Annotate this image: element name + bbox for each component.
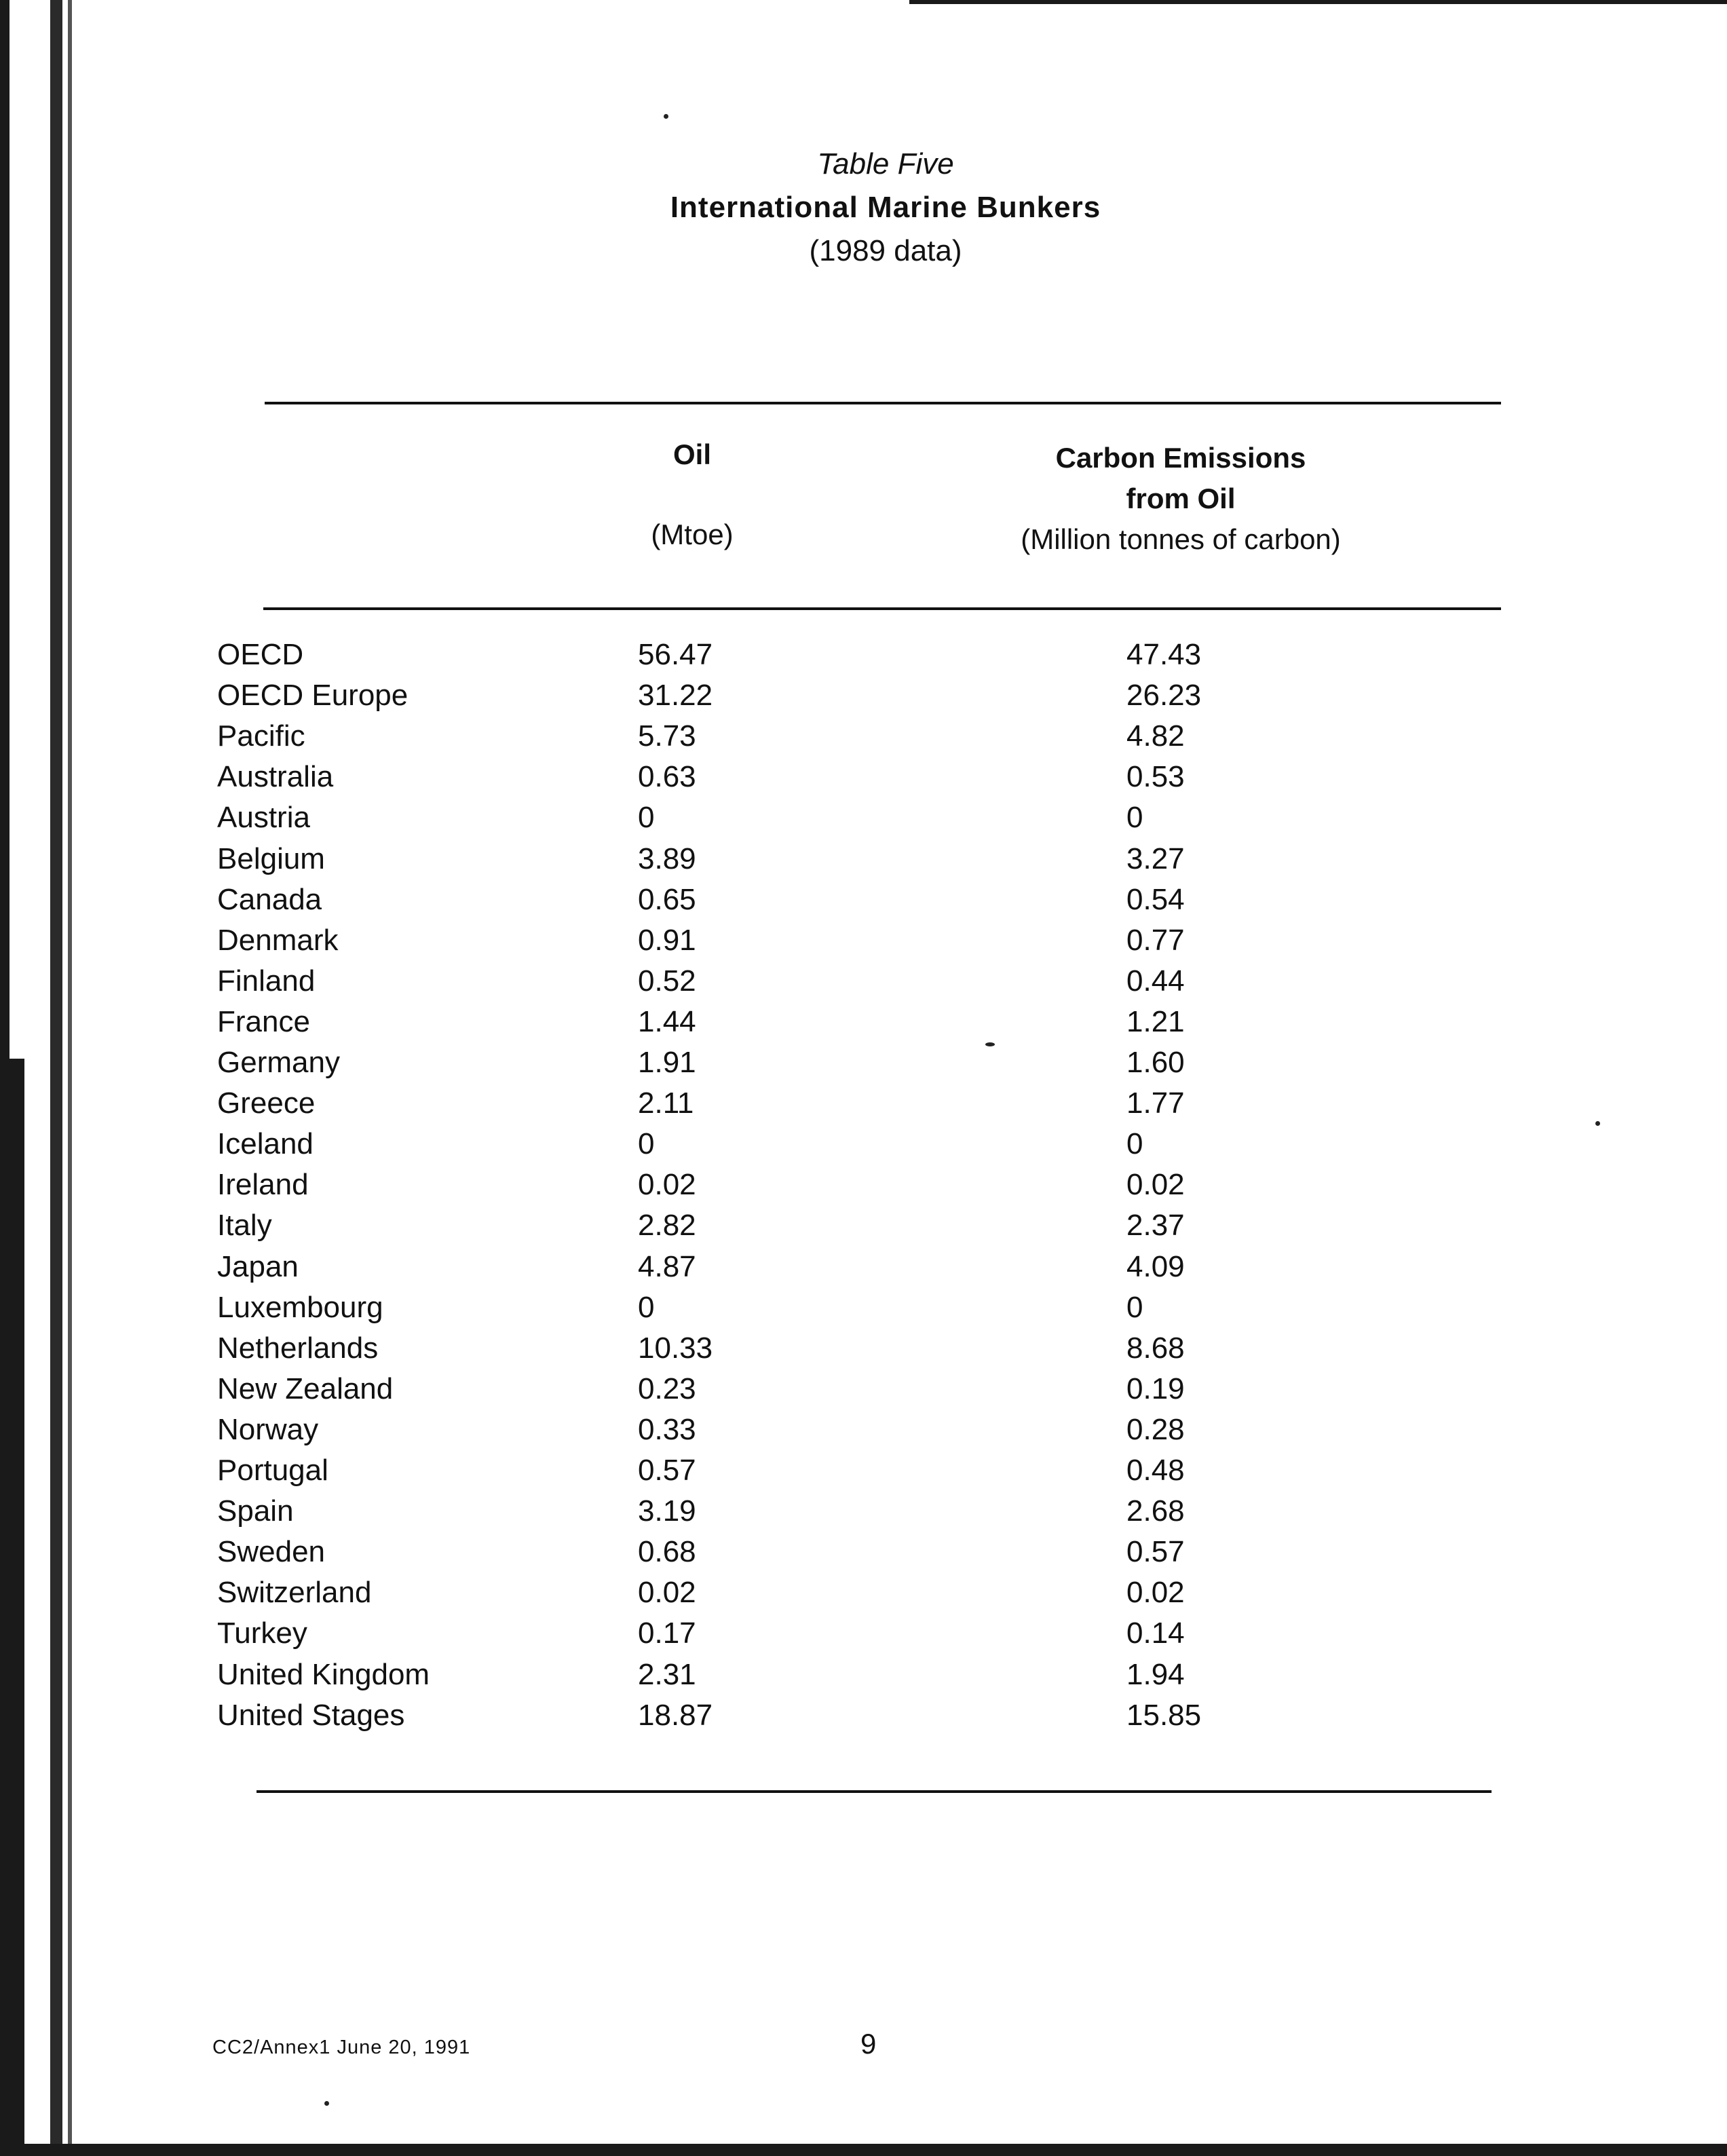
scan-speck xyxy=(1595,1121,1600,1126)
row-label: Norway xyxy=(217,1413,319,1446)
carbon-value: 47.43 xyxy=(1126,638,1202,671)
row-label: Italy xyxy=(217,1209,272,1242)
table-row xyxy=(0,760,1727,801)
oil-value: 0.57 xyxy=(638,1454,696,1487)
row-label: Sweden xyxy=(217,1535,326,1568)
table-row xyxy=(0,1168,1727,1209)
oil-value: 0.23 xyxy=(638,1372,696,1405)
row-label: OECD xyxy=(217,638,304,671)
carbon-value: 8.68 xyxy=(1126,1331,1185,1365)
table-row xyxy=(0,1494,1727,1535)
table-row xyxy=(0,1413,1727,1454)
carbon-value: 0.14 xyxy=(1126,1616,1185,1650)
scan-speck xyxy=(985,1042,995,1046)
table-row xyxy=(0,1576,1727,1616)
carbon-value: 26.23 xyxy=(1126,679,1202,712)
carbon-value: 1.94 xyxy=(1126,1658,1185,1691)
carbon-value: 0.19 xyxy=(1126,1372,1185,1405)
row-label: Pacific xyxy=(217,719,305,753)
row-label: Spain xyxy=(217,1494,294,1528)
carbon-value: 0.02 xyxy=(1126,1168,1185,1201)
oil-value: 0.65 xyxy=(638,883,696,916)
carbon-value: 0 xyxy=(1126,801,1143,834)
oil-value: 3.89 xyxy=(638,842,696,875)
oil-value: 3.19 xyxy=(638,1494,696,1528)
table-row xyxy=(0,924,1727,964)
row-label: Japan xyxy=(217,1250,299,1283)
table-subtitle: (1989 data) xyxy=(809,234,962,267)
row-label: Portugal xyxy=(217,1454,328,1487)
oil-value: 0 xyxy=(638,1127,655,1160)
carbon-column-header xyxy=(964,438,1398,560)
row-label: Netherlands xyxy=(217,1331,379,1365)
table-row xyxy=(0,1005,1727,1046)
carbon-value: 0.28 xyxy=(1126,1413,1185,1446)
carbon-value: 15.85 xyxy=(1126,1699,1202,1732)
row-label: Turkey xyxy=(217,1616,307,1650)
oil-value: 0.68 xyxy=(638,1535,696,1568)
oil-value: 0.63 xyxy=(638,760,696,793)
carbon-value: 1.60 xyxy=(1126,1046,1185,1079)
table-row xyxy=(0,1127,1727,1168)
table-row xyxy=(0,964,1727,1005)
oil-value: 2.31 xyxy=(638,1658,696,1691)
oil-value: 5.73 xyxy=(638,719,696,753)
table-row xyxy=(0,842,1727,883)
table-title-block xyxy=(0,143,1727,273)
table-bottom-rule xyxy=(257,1790,1492,1793)
table-top-rule xyxy=(265,402,1501,404)
page-number: 9 xyxy=(860,2028,877,2060)
oil-value: 0.52 xyxy=(638,964,696,998)
table-row xyxy=(0,1658,1727,1699)
oil-value: 2.82 xyxy=(638,1209,696,1242)
carbon-value: 2.37 xyxy=(1126,1209,1185,1242)
row-label: Greece xyxy=(217,1086,316,1120)
carbon-value: 2.68 xyxy=(1126,1494,1185,1528)
row-label: Finland xyxy=(217,964,316,998)
carbon-value: 0.57 xyxy=(1126,1535,1185,1568)
carbon-value: 0.77 xyxy=(1126,924,1185,957)
oil-value: 10.33 xyxy=(638,1331,713,1365)
row-label: New Zealand xyxy=(217,1372,394,1405)
carbon-column-title-line2: from Oil xyxy=(1126,483,1236,514)
scan-edge-bottom xyxy=(0,2144,1727,2156)
oil-value: 1.44 xyxy=(638,1005,696,1038)
scan-edge-top xyxy=(909,0,1727,4)
table-header-rule xyxy=(263,607,1501,610)
table-row xyxy=(0,1372,1727,1413)
row-label: Iceland xyxy=(217,1127,314,1160)
oil-value: 0 xyxy=(638,801,655,834)
carbon-value: 4.82 xyxy=(1126,719,1185,753)
table-row xyxy=(0,719,1727,760)
carbon-value: 0 xyxy=(1126,1127,1143,1160)
oil-value: 0.91 xyxy=(638,924,696,957)
row-label: United Stages xyxy=(217,1699,405,1732)
scan-speck xyxy=(324,2101,329,2106)
carbon-column-title: Carbon Emissions xyxy=(1055,442,1306,474)
scan-speck xyxy=(664,114,668,119)
oil-value: 4.87 xyxy=(638,1250,696,1283)
table-row xyxy=(0,679,1727,719)
oil-value: 0.02 xyxy=(638,1168,696,1201)
table-row xyxy=(0,1699,1727,1739)
row-label: Ireland xyxy=(217,1168,309,1201)
oil-column-title: Oil xyxy=(672,438,711,470)
oil-column-header xyxy=(584,434,801,555)
table-row xyxy=(0,1209,1727,1249)
oil-value: 2.11 xyxy=(638,1086,694,1120)
oil-value: 0.33 xyxy=(638,1413,696,1446)
carbon-value: 1.77 xyxy=(1126,1086,1185,1120)
row-label: Denmark xyxy=(217,924,339,957)
table-row xyxy=(0,1454,1727,1494)
table-row xyxy=(0,1250,1727,1291)
row-label: Luxembourg xyxy=(217,1291,383,1324)
table-title: International Marine Bunkers xyxy=(670,191,1101,224)
oil-value: 31.22 xyxy=(638,679,713,712)
row-label: France xyxy=(217,1005,310,1038)
carbon-value: 0.54 xyxy=(1126,883,1185,916)
oil-value: 56.47 xyxy=(638,638,713,671)
carbon-value: 4.09 xyxy=(1126,1250,1185,1283)
carbon-value: 0.53 xyxy=(1126,760,1185,793)
row-label: Australia xyxy=(217,760,334,793)
table-row xyxy=(0,1616,1727,1657)
row-label: United Kingdom xyxy=(217,1658,430,1691)
carbon-column-unit: (Million tonnes of carbon) xyxy=(1021,523,1341,555)
table-row xyxy=(0,638,1727,679)
table-row xyxy=(0,1046,1727,1086)
table-row xyxy=(0,883,1727,924)
oil-column-unit: (Mtoe) xyxy=(651,518,734,550)
carbon-value: 0.48 xyxy=(1126,1454,1185,1487)
oil-value: 0 xyxy=(638,1291,655,1324)
row-label: Canada xyxy=(217,883,322,916)
table-row xyxy=(0,1291,1727,1331)
table-row xyxy=(0,1535,1727,1576)
carbon-value: 3.27 xyxy=(1126,842,1185,875)
row-label: Belgium xyxy=(217,842,325,875)
footer-reference: CC2/Annex1 June 20, 1991 xyxy=(212,2037,471,2058)
oil-value: 0.02 xyxy=(638,1576,696,1609)
row-label: Austria xyxy=(217,801,310,834)
carbon-value: 1.21 xyxy=(1126,1005,1185,1038)
table-row xyxy=(0,1086,1727,1127)
table-row xyxy=(0,1331,1727,1372)
row-label: OECD Europe xyxy=(217,679,409,712)
oil-value: 0.17 xyxy=(638,1616,696,1650)
oil-value: 18.87 xyxy=(638,1699,713,1732)
oil-value: 1.91 xyxy=(638,1046,696,1079)
carbon-value: 0.02 xyxy=(1126,1576,1185,1609)
carbon-value: 0 xyxy=(1126,1291,1143,1324)
row-label: Germany xyxy=(217,1046,340,1079)
table-caption: Table Five xyxy=(817,147,954,181)
carbon-value: 0.44 xyxy=(1126,964,1185,998)
row-label: Switzerland xyxy=(217,1576,372,1609)
table-row xyxy=(0,801,1727,841)
